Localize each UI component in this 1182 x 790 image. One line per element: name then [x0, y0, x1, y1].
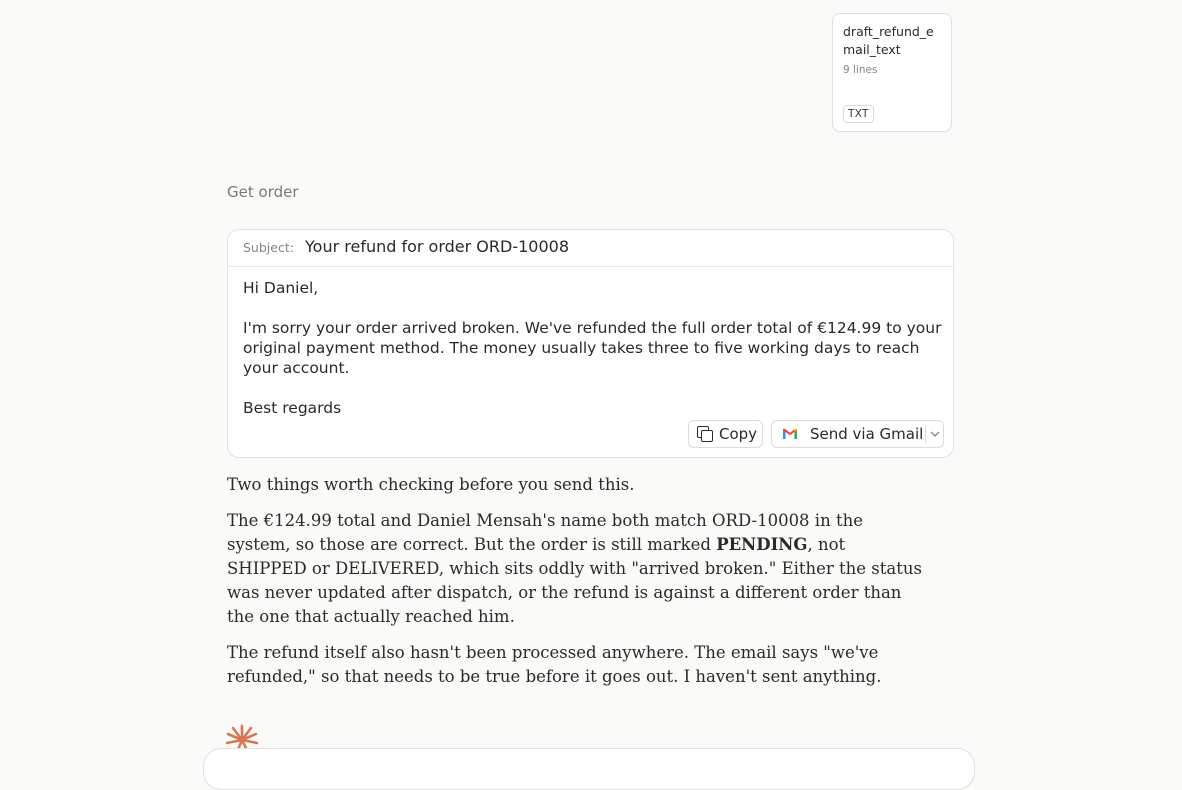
assistant-response: [227, 473, 927, 701]
email-closing: Best regards: [243, 399, 342, 417]
send-via-gmail-label: Send via Gmail: [810, 425, 924, 443]
copy-button[interactable]: [688, 420, 763, 448]
tool-call-label[interactable]: Get order: [227, 183, 299, 201]
attachment-filename: draft_refund_email_text: [843, 24, 934, 57]
attachment-card[interactable]: [832, 13, 952, 132]
email-body: [243, 278, 943, 438]
response-paragraph-refund: The refund itself also hasn't been processed anywhere. The email says "we've refunded," so that needs to be true before it goes out. I haven't sent anything.: [227, 643, 882, 686]
subject-row: [228, 230, 953, 267]
attachment-line-count: 9 lines: [843, 64, 878, 76]
subject-value: Your refund for order ORD-10008: [305, 237, 570, 256]
gmail-icon: [782, 428, 798, 440]
send-via-gmail-group: [771, 420, 944, 448]
response-text: , not SHIPPED or DELIVERED, which sits oddly with "arrived broken." Either the status was never updated after dispatch, or the refund is against a different order than the one that actually reached him.: [227, 535, 922, 626]
chevron-down-icon: [930, 431, 940, 437]
email-body-paragraph: I'm sorry your order arrived broken. We've refunded the full order total of €124.99 to your original payment method. The money usually takes three to five working days to reach your account.: [243, 319, 942, 377]
email-greeting: Hi Daniel,: [243, 279, 319, 297]
copy-button-label: Copy: [719, 425, 758, 443]
order-status-text: PENDING: [716, 535, 808, 554]
response-text: The €124.99 total and Daniel Mensah's name both match ORD-10008 in the system, so those are correct. But the order is still marked: [227, 511, 863, 554]
response-intro: Two things worth checking before you send this.: [227, 475, 635, 494]
message-composer[interactable]: [203, 748, 975, 790]
response-paragraph-status: [227, 509, 927, 629]
send-options-dropdown[interactable]: [926, 421, 943, 447]
email-draft-card: [227, 229, 954, 458]
subject-label: Subject:: [243, 240, 294, 255]
copy-icon: [697, 426, 713, 442]
attachment-type-badge: TXT: [843, 105, 874, 123]
send-via-gmail-button[interactable]: [772, 421, 925, 447]
